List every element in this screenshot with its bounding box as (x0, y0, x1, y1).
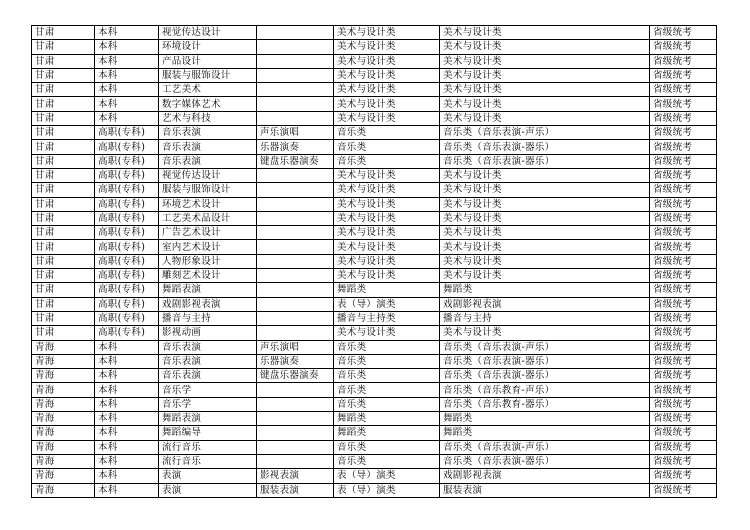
level-cell: 本科 (95, 83, 159, 97)
table-row (32, 469, 717, 483)
table-row (32, 197, 717, 211)
province-cell: 甘肃 (32, 254, 95, 268)
major-cell: 人物形象设计 (159, 254, 257, 268)
level-cell: 高职(专科) (95, 197, 159, 211)
exam-mode-cell: 省级统考 (650, 226, 717, 240)
category-cell: 音乐类 (334, 397, 440, 411)
category-cell: 美术与设计类 (334, 97, 440, 111)
direction-cell (257, 297, 334, 311)
province-cell: 青海 (32, 369, 95, 383)
category-cell: 音乐类 (334, 340, 440, 354)
exam-type-cell: 音乐类（音乐表演-声乐） (440, 126, 650, 140)
exam-mode-cell: 省级统考 (650, 183, 717, 197)
exam-type-cell: 音乐类（音乐表演-器乐） (440, 454, 650, 468)
category-cell: 美术与设计类 (334, 326, 440, 340)
table-row (32, 168, 717, 182)
direction-cell (257, 183, 334, 197)
exam-mode-cell: 省级统考 (650, 469, 717, 483)
exam-type-cell: 舞蹈类 (440, 426, 650, 440)
major-cell: 播音与主持 (159, 311, 257, 325)
category-cell: 音乐类 (334, 369, 440, 383)
direction-cell (257, 111, 334, 125)
major-cell: 音乐表演 (159, 354, 257, 368)
exam-type-cell: 舞蹈类 (440, 412, 650, 426)
major-cell: 艺术与科技 (159, 111, 257, 125)
level-cell: 高职(专科) (95, 226, 159, 240)
level-cell: 高职(专科) (95, 183, 159, 197)
exam-type-cell: 音乐类（音乐表演-器乐） (440, 369, 650, 383)
exam-type-cell: 服装表演 (440, 483, 650, 497)
major-cell: 音乐学 (159, 383, 257, 397)
table-row (32, 211, 717, 225)
level-cell: 高职(专科) (95, 297, 159, 311)
exam-mode-cell: 省级统考 (650, 354, 717, 368)
level-cell: 本科 (95, 483, 159, 497)
level-cell: 本科 (95, 412, 159, 426)
direction-cell (257, 454, 334, 468)
major-cell: 广告艺术设计 (159, 226, 257, 240)
category-cell: 表（导）演类 (334, 483, 440, 497)
exam-type-cell: 美术与设计类 (440, 168, 650, 182)
exam-mode-cell: 省级统考 (650, 369, 717, 383)
province-cell: 甘肃 (32, 68, 95, 82)
category-cell: 音乐类 (334, 126, 440, 140)
major-cell: 服装与服饰设计 (159, 68, 257, 82)
level-cell: 本科 (95, 469, 159, 483)
category-cell: 播音与主持类 (334, 311, 440, 325)
table-row (32, 97, 717, 111)
major-cell: 舞蹈编导 (159, 426, 257, 440)
exam-type-cell: 戏剧影视表演 (440, 297, 650, 311)
exam-type-cell: 美术与设计类 (440, 211, 650, 225)
table-row (32, 240, 717, 254)
province-cell: 甘肃 (32, 40, 95, 54)
exam-mode-cell: 省级统考 (650, 197, 717, 211)
category-cell: 美术与设计类 (334, 269, 440, 283)
exam-type-cell: 美术与设计类 (440, 68, 650, 82)
exam-mode-cell: 省级统考 (650, 311, 717, 325)
exam-mode-cell: 省级统考 (650, 483, 717, 497)
exam-type-cell: 美术与设计类 (440, 240, 650, 254)
major-cell: 服装与服饰设计 (159, 183, 257, 197)
category-cell: 音乐类 (334, 154, 440, 168)
direction-cell (257, 40, 334, 54)
category-cell: 美术与设计类 (334, 83, 440, 97)
major-cell: 舞蹈表演 (159, 283, 257, 297)
table-row (32, 40, 717, 54)
major-cell: 环境设计 (159, 40, 257, 54)
province-cell: 青海 (32, 412, 95, 426)
major-cell: 流行音乐 (159, 454, 257, 468)
exam-type-cell: 美术与设计类 (440, 26, 650, 40)
direction-cell (257, 168, 334, 182)
direction-cell: 乐器演奏 (257, 140, 334, 154)
exam-type-cell: 音乐类（音乐表演-器乐） (440, 354, 650, 368)
province-cell: 甘肃 (32, 154, 95, 168)
exam-type-cell: 美术与设计类 (440, 197, 650, 211)
province-cell: 甘肃 (32, 311, 95, 325)
exam-mode-cell: 省级统考 (650, 426, 717, 440)
category-cell: 舞蹈类 (334, 426, 440, 440)
major-cell: 影视动画 (159, 326, 257, 340)
direction-cell: 键盘乐器演奏 (257, 154, 334, 168)
province-cell: 甘肃 (32, 140, 95, 154)
table-row (32, 26, 717, 40)
level-cell: 高职(专科) (95, 168, 159, 182)
direction-cell (257, 83, 334, 97)
category-cell: 美术与设计类 (334, 240, 440, 254)
province-cell: 青海 (32, 483, 95, 497)
major-cell: 视觉传达设计 (159, 168, 257, 182)
exam-mode-cell: 省级统考 (650, 68, 717, 82)
direction-cell: 声乐演唱 (257, 126, 334, 140)
exam-type-cell: 音乐类（音乐教育-声乐） (440, 383, 650, 397)
table-row (32, 326, 717, 340)
major-cell: 工艺美术品设计 (159, 211, 257, 225)
exam-mode-cell: 省级统考 (650, 126, 717, 140)
table-row (32, 454, 717, 468)
exam-mode-cell: 省级统考 (650, 326, 717, 340)
level-cell: 本科 (95, 354, 159, 368)
category-cell: 美术与设计类 (334, 226, 440, 240)
major-cell: 环境艺术设计 (159, 197, 257, 211)
major-cell: 雕刻艺术设计 (159, 269, 257, 283)
major-cell: 音乐表演 (159, 154, 257, 168)
province-cell: 青海 (32, 426, 95, 440)
exam-mode-cell: 省级统考 (650, 211, 717, 225)
exam-mode-cell: 省级统考 (650, 412, 717, 426)
direction-cell (257, 197, 334, 211)
category-cell: 表（导）演类 (334, 297, 440, 311)
exam-mode-cell: 省级统考 (650, 283, 717, 297)
province-cell: 甘肃 (32, 54, 95, 68)
level-cell: 本科 (95, 40, 159, 54)
enrollment-table (31, 25, 717, 498)
exam-type-cell: 音乐类（音乐表演-器乐） (440, 154, 650, 168)
level-cell: 本科 (95, 26, 159, 40)
major-cell: 音乐表演 (159, 369, 257, 383)
table-body (32, 26, 717, 498)
major-cell: 表演 (159, 469, 257, 483)
province-cell: 甘肃 (32, 269, 95, 283)
exam-type-cell: 舞蹈类 (440, 283, 650, 297)
category-cell: 美术与设计类 (334, 26, 440, 40)
exam-mode-cell: 省级统考 (650, 54, 717, 68)
exam-type-cell: 美术与设计类 (440, 183, 650, 197)
exam-mode-cell: 省级统考 (650, 440, 717, 454)
level-cell: 高职(专科) (95, 311, 159, 325)
level-cell: 本科 (95, 68, 159, 82)
major-cell: 戏剧影视表演 (159, 297, 257, 311)
direction-cell (257, 397, 334, 411)
province-cell: 青海 (32, 469, 95, 483)
category-cell: 音乐类 (334, 440, 440, 454)
exam-mode-cell: 省级统考 (650, 297, 717, 311)
exam-type-cell: 美术与设计类 (440, 54, 650, 68)
exam-type-cell: 美术与设计类 (440, 226, 650, 240)
province-cell: 甘肃 (32, 211, 95, 225)
exam-mode-cell: 省级统考 (650, 26, 717, 40)
category-cell: 美术与设计类 (334, 254, 440, 268)
exam-type-cell: 美术与设计类 (440, 269, 650, 283)
direction-cell (257, 283, 334, 297)
major-cell: 音乐表演 (159, 340, 257, 354)
direction-cell (257, 226, 334, 240)
category-cell: 美术与设计类 (334, 211, 440, 225)
table-row (32, 369, 717, 383)
category-cell: 音乐类 (334, 454, 440, 468)
table-row (32, 383, 717, 397)
direction-cell (257, 97, 334, 111)
table-row (32, 254, 717, 268)
level-cell: 高职(专科) (95, 254, 159, 268)
province-cell: 甘肃 (32, 197, 95, 211)
level-cell: 本科 (95, 454, 159, 468)
exam-mode-cell: 省级统考 (650, 83, 717, 97)
exam-type-cell: 戏剧影视表演 (440, 469, 650, 483)
category-cell: 舞蹈类 (334, 412, 440, 426)
table-row (32, 354, 717, 368)
table-row (32, 83, 717, 97)
table-row (32, 297, 717, 311)
major-cell: 工艺美术 (159, 83, 257, 97)
level-cell: 本科 (95, 426, 159, 440)
exam-type-cell: 美术与设计类 (440, 97, 650, 111)
major-cell: 音乐学 (159, 397, 257, 411)
exam-mode-cell: 省级统考 (650, 97, 717, 111)
direction-cell (257, 426, 334, 440)
category-cell: 美术与设计类 (334, 197, 440, 211)
table-row (32, 269, 717, 283)
table-row (32, 140, 717, 154)
category-cell: 美术与设计类 (334, 40, 440, 54)
table-row (32, 226, 717, 240)
level-cell: 本科 (95, 111, 159, 125)
major-cell: 流行音乐 (159, 440, 257, 454)
exam-type-cell: 美术与设计类 (440, 254, 650, 268)
major-cell: 音乐表演 (159, 126, 257, 140)
exam-type-cell: 美术与设计类 (440, 326, 650, 340)
province-cell: 甘肃 (32, 226, 95, 240)
level-cell: 高职(专科) (95, 240, 159, 254)
level-cell: 高职(专科) (95, 126, 159, 140)
province-cell: 甘肃 (32, 83, 95, 97)
direction-cell (257, 383, 334, 397)
major-cell: 表演 (159, 483, 257, 497)
exam-type-cell: 音乐类（音乐表演-声乐） (440, 340, 650, 354)
exam-mode-cell: 省级统考 (650, 140, 717, 154)
direction-cell (257, 240, 334, 254)
category-cell: 美术与设计类 (334, 168, 440, 182)
province-cell: 甘肃 (32, 168, 95, 182)
category-cell: 美术与设计类 (334, 183, 440, 197)
province-cell: 甘肃 (32, 111, 95, 125)
exam-type-cell: 美术与设计类 (440, 40, 650, 54)
province-cell: 青海 (32, 354, 95, 368)
exam-mode-cell: 省级统考 (650, 454, 717, 468)
exam-mode-cell: 省级统考 (650, 340, 717, 354)
province-cell: 青海 (32, 383, 95, 397)
exam-mode-cell: 省级统考 (650, 397, 717, 411)
level-cell: 本科 (95, 97, 159, 111)
category-cell: 美术与设计类 (334, 111, 440, 125)
table-row (32, 340, 717, 354)
exam-mode-cell: 省级统考 (650, 40, 717, 54)
table-row (32, 54, 717, 68)
exam-type-cell: 音乐类（音乐教育-器乐） (440, 397, 650, 411)
province-cell: 青海 (32, 440, 95, 454)
table-row (32, 111, 717, 125)
table-row (32, 183, 717, 197)
province-cell: 甘肃 (32, 183, 95, 197)
category-cell: 音乐类 (334, 140, 440, 154)
category-cell: 美术与设计类 (334, 54, 440, 68)
province-cell: 甘肃 (32, 240, 95, 254)
major-cell: 产品设计 (159, 54, 257, 68)
province-cell: 甘肃 (32, 326, 95, 340)
direction-cell (257, 254, 334, 268)
direction-cell (257, 269, 334, 283)
level-cell: 本科 (95, 340, 159, 354)
exam-type-cell: 美术与设计类 (440, 83, 650, 97)
table-row (32, 126, 717, 140)
direction-cell: 乐器演奏 (257, 354, 334, 368)
table-row (32, 426, 717, 440)
category-cell: 表（导）演类 (334, 469, 440, 483)
direction-cell (257, 412, 334, 426)
direction-cell (257, 211, 334, 225)
major-cell: 舞蹈表演 (159, 412, 257, 426)
major-cell: 视觉传达设计 (159, 26, 257, 40)
level-cell: 本科 (95, 369, 159, 383)
category-cell: 音乐类 (334, 354, 440, 368)
level-cell: 高职(专科) (95, 211, 159, 225)
province-cell: 青海 (32, 454, 95, 468)
level-cell: 本科 (95, 440, 159, 454)
level-cell: 高职(专科) (95, 326, 159, 340)
table-row (32, 412, 717, 426)
level-cell: 高职(专科) (95, 283, 159, 297)
direction-cell: 键盘乐器演奏 (257, 369, 334, 383)
direction-cell (257, 440, 334, 454)
table-row (32, 283, 717, 297)
province-cell: 甘肃 (32, 97, 95, 111)
exam-type-cell: 美术与设计类 (440, 111, 650, 125)
exam-mode-cell: 省级统考 (650, 111, 717, 125)
table-row (32, 311, 717, 325)
exam-type-cell: 音乐类（音乐表演-声乐） (440, 440, 650, 454)
exam-mode-cell: 省级统考 (650, 154, 717, 168)
province-cell: 甘肃 (32, 26, 95, 40)
level-cell: 本科 (95, 383, 159, 397)
direction-cell (257, 311, 334, 325)
exam-type-cell: 播音与主持 (440, 311, 650, 325)
level-cell: 本科 (95, 397, 159, 411)
level-cell: 本科 (95, 54, 159, 68)
province-cell: 青海 (32, 340, 95, 354)
exam-mode-cell: 省级统考 (650, 269, 717, 283)
major-cell: 数字媒体艺术 (159, 97, 257, 111)
level-cell: 高职(专科) (95, 140, 159, 154)
exam-type-cell: 音乐类（音乐表演-器乐） (440, 140, 650, 154)
direction-cell: 服装表演 (257, 483, 334, 497)
category-cell: 舞蹈类 (334, 283, 440, 297)
province-cell: 甘肃 (32, 283, 95, 297)
direction-cell: 声乐演唱 (257, 340, 334, 354)
level-cell: 高职(专科) (95, 154, 159, 168)
province-cell: 青海 (32, 397, 95, 411)
direction-cell (257, 68, 334, 82)
direction-cell (257, 26, 334, 40)
exam-mode-cell: 省级统考 (650, 254, 717, 268)
major-cell: 音乐表演 (159, 140, 257, 154)
table-row (32, 483, 717, 497)
table-row (32, 397, 717, 411)
direction-cell (257, 326, 334, 340)
category-cell: 美术与设计类 (334, 68, 440, 82)
exam-mode-cell: 省级统考 (650, 240, 717, 254)
table-row (32, 154, 717, 168)
exam-mode-cell: 省级统考 (650, 168, 717, 182)
level-cell: 高职(专科) (95, 269, 159, 283)
table-row (32, 440, 717, 454)
direction-cell: 影视表演 (257, 469, 334, 483)
province-cell: 甘肃 (32, 126, 95, 140)
category-cell: 音乐类 (334, 383, 440, 397)
major-cell: 室内艺术设计 (159, 240, 257, 254)
direction-cell (257, 54, 334, 68)
table-row (32, 68, 717, 82)
province-cell: 甘肃 (32, 297, 95, 311)
exam-mode-cell: 省级统考 (650, 383, 717, 397)
